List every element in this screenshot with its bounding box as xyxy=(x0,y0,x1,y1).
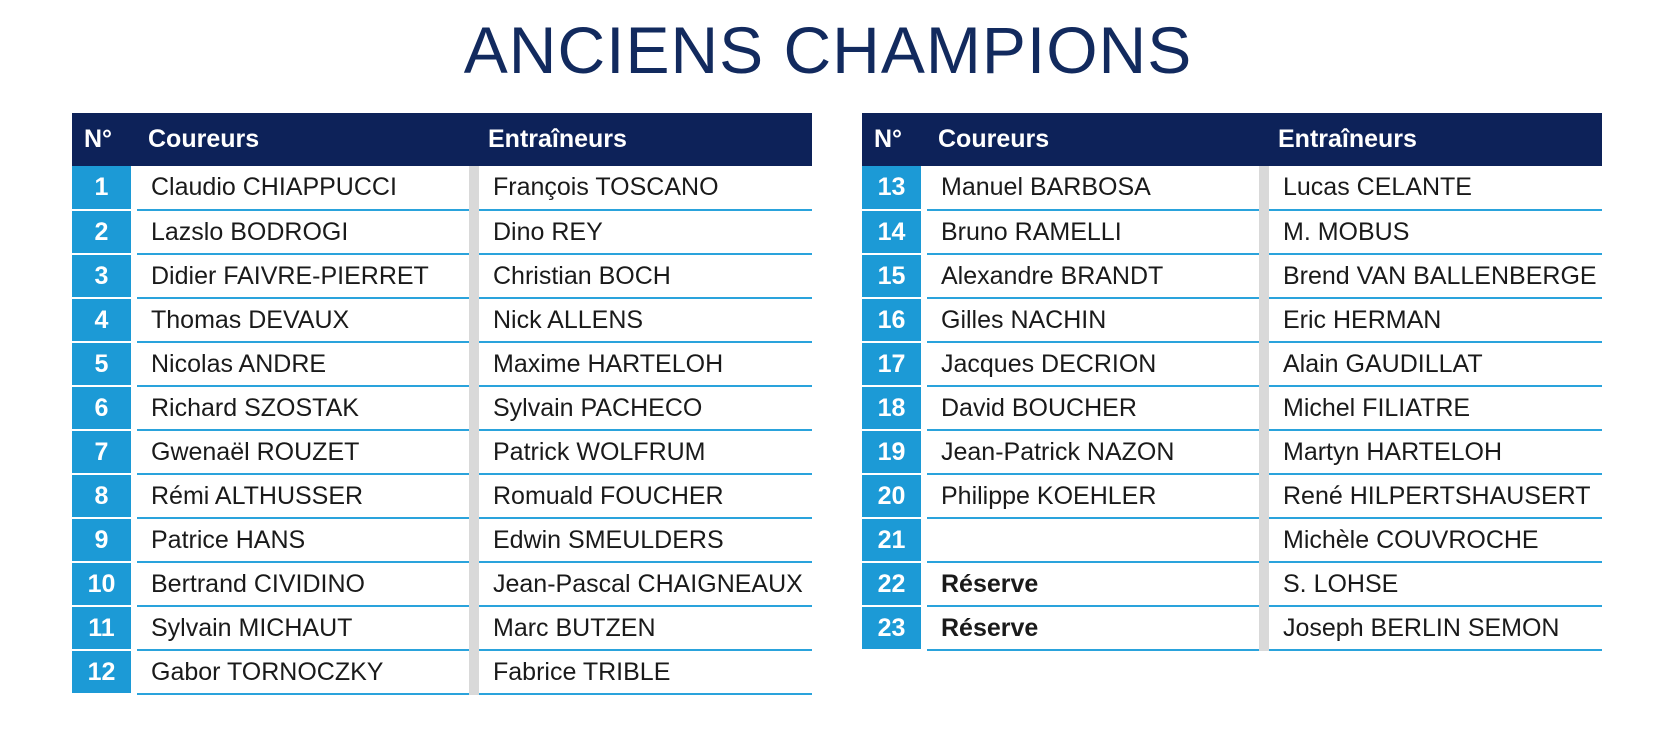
cell-coach: Edwin SMEULDERS xyxy=(474,518,812,562)
header-rider: Coureurs xyxy=(924,113,1264,166)
table-row xyxy=(862,474,1602,518)
cell-coach: René HILPERTSHAUSERT xyxy=(1264,474,1602,518)
cell-number: 9 xyxy=(72,518,134,562)
table-row xyxy=(72,210,812,254)
cell-coach: Marc BUTZEN xyxy=(474,606,812,650)
table-row xyxy=(72,562,812,606)
cell-coach: Lucas CELANTE xyxy=(1264,166,1602,210)
cell-rider: Sylvain MICHAUT xyxy=(134,606,474,650)
cell-rider: Claudio CHIAPPUCCI xyxy=(134,166,474,210)
cell-coach: Michèle COUVROCHE xyxy=(1264,518,1602,562)
table-row xyxy=(72,298,812,342)
cell-rider: Lazslo BODROGI xyxy=(134,210,474,254)
table-body-left xyxy=(72,166,812,694)
cell-rider: Gwenaël ROUZET xyxy=(134,430,474,474)
cell-coach: M. MOBUS xyxy=(1264,210,1602,254)
cell-rider: Philippe KOEHLER xyxy=(924,474,1264,518)
cell-rider: Patrice HANS xyxy=(134,518,474,562)
table-row xyxy=(862,386,1602,430)
cell-coach: Patrick WOLFRUM xyxy=(474,430,812,474)
header-row xyxy=(862,113,1602,166)
riders-table-right xyxy=(862,113,1602,651)
cell-number: 14 xyxy=(862,210,924,254)
cell-coach: Alain GAUDILLAT xyxy=(1264,342,1602,386)
table-row xyxy=(862,606,1602,650)
table-header-right xyxy=(862,113,1602,166)
table-row xyxy=(72,606,812,650)
cell-rider: Bertrand CIVIDINO xyxy=(134,562,474,606)
cell-coach: Maxime HARTELOH xyxy=(474,342,812,386)
cell-coach: Nick ALLENS xyxy=(474,298,812,342)
cell-number: 4 xyxy=(72,298,134,342)
cell-number: 7 xyxy=(72,430,134,474)
table-row xyxy=(72,386,812,430)
header-number: N° xyxy=(862,113,924,166)
table-row xyxy=(862,210,1602,254)
table-header-left xyxy=(72,113,812,166)
table-row xyxy=(72,342,812,386)
cell-rider: Gabor TORNOCZKY xyxy=(134,650,474,694)
cell-number: 19 xyxy=(862,430,924,474)
cell-coach: Eric HERMAN xyxy=(1264,298,1602,342)
table-row xyxy=(862,342,1602,386)
cell-coach: Joseph BERLIN SEMON xyxy=(1264,606,1602,650)
cell-number: 22 xyxy=(862,562,924,606)
cell-number: 20 xyxy=(862,474,924,518)
table-body-right xyxy=(862,166,1602,650)
riders-table-left-wrapper xyxy=(72,113,812,695)
header-number: N° xyxy=(72,113,134,166)
table-row xyxy=(72,166,812,210)
cell-rider: Réserve xyxy=(924,562,1264,606)
cell-coach: Brend VAN BALLENBERGE xyxy=(1264,254,1602,298)
cell-coach: Dino REY xyxy=(474,210,812,254)
header-row xyxy=(72,113,812,166)
cell-coach: S. LOHSE xyxy=(1264,562,1602,606)
cell-coach: Michel FILIATRE xyxy=(1264,386,1602,430)
cell-number: 12 xyxy=(72,650,134,694)
cell-rider: Jacques DECRION xyxy=(924,342,1264,386)
cell-number: 16 xyxy=(862,298,924,342)
cell-number: 6 xyxy=(72,386,134,430)
cell-number: 1 xyxy=(72,166,134,210)
cell-number: 11 xyxy=(72,606,134,650)
cell-number: 13 xyxy=(862,166,924,210)
riders-table-right-wrapper xyxy=(862,113,1602,695)
header-coach: Entraîneurs xyxy=(1264,113,1602,166)
cell-rider xyxy=(924,518,1264,562)
cell-coach: François TOSCANO xyxy=(474,166,812,210)
cell-rider: Gilles NACHIN xyxy=(924,298,1264,342)
table-row xyxy=(72,430,812,474)
header-coach: Entraîneurs xyxy=(474,113,812,166)
cell-number: 18 xyxy=(862,386,924,430)
cell-number: 5 xyxy=(72,342,134,386)
header-rider: Coureurs xyxy=(134,113,474,166)
cell-rider: Thomas DEVAUX xyxy=(134,298,474,342)
table-row xyxy=(72,650,812,694)
cell-coach: Christian BOCH xyxy=(474,254,812,298)
table-row xyxy=(72,518,812,562)
cell-number: 3 xyxy=(72,254,134,298)
cell-rider: Richard SZOSTAK xyxy=(134,386,474,430)
cell-coach: Sylvain PACHECO xyxy=(474,386,812,430)
tables-container xyxy=(0,113,1656,695)
riders-table-left xyxy=(72,113,812,695)
cell-rider: Réserve xyxy=(924,606,1264,650)
cell-rider: David BOUCHER xyxy=(924,386,1264,430)
cell-rider: Manuel BARBOSA xyxy=(924,166,1264,210)
table-row xyxy=(862,562,1602,606)
cell-number: 15 xyxy=(862,254,924,298)
table-row xyxy=(862,298,1602,342)
cell-rider: Rémi ALTHUSSER xyxy=(134,474,474,518)
table-row xyxy=(72,254,812,298)
table-row xyxy=(862,254,1602,298)
cell-number: 17 xyxy=(862,342,924,386)
cell-rider: Didier FAIVRE-PIERRET xyxy=(134,254,474,298)
cell-rider: Nicolas ANDRE xyxy=(134,342,474,386)
cell-rider: Jean-Patrick NAZON xyxy=(924,430,1264,474)
table-row xyxy=(862,518,1602,562)
cell-number: 21 xyxy=(862,518,924,562)
cell-number: 8 xyxy=(72,474,134,518)
page-title: ANCIENS CHAMPIONS xyxy=(463,13,1193,87)
table-row xyxy=(72,474,812,518)
cell-coach: Martyn HARTELOH xyxy=(1264,430,1602,474)
table-row xyxy=(862,166,1602,210)
table-row xyxy=(862,430,1602,474)
cell-coach: Fabrice TRIBLE xyxy=(474,650,812,694)
cell-rider: Alexandre BRANDT xyxy=(924,254,1264,298)
cell-rider: Bruno RAMELLI xyxy=(924,210,1264,254)
cell-number: 23 xyxy=(862,606,924,650)
cell-coach: Romuald FOUCHER xyxy=(474,474,812,518)
cell-number: 10 xyxy=(72,562,134,606)
cell-number: 2 xyxy=(72,210,134,254)
cell-coach: Jean-Pascal CHAIGNEAUX xyxy=(474,562,812,606)
